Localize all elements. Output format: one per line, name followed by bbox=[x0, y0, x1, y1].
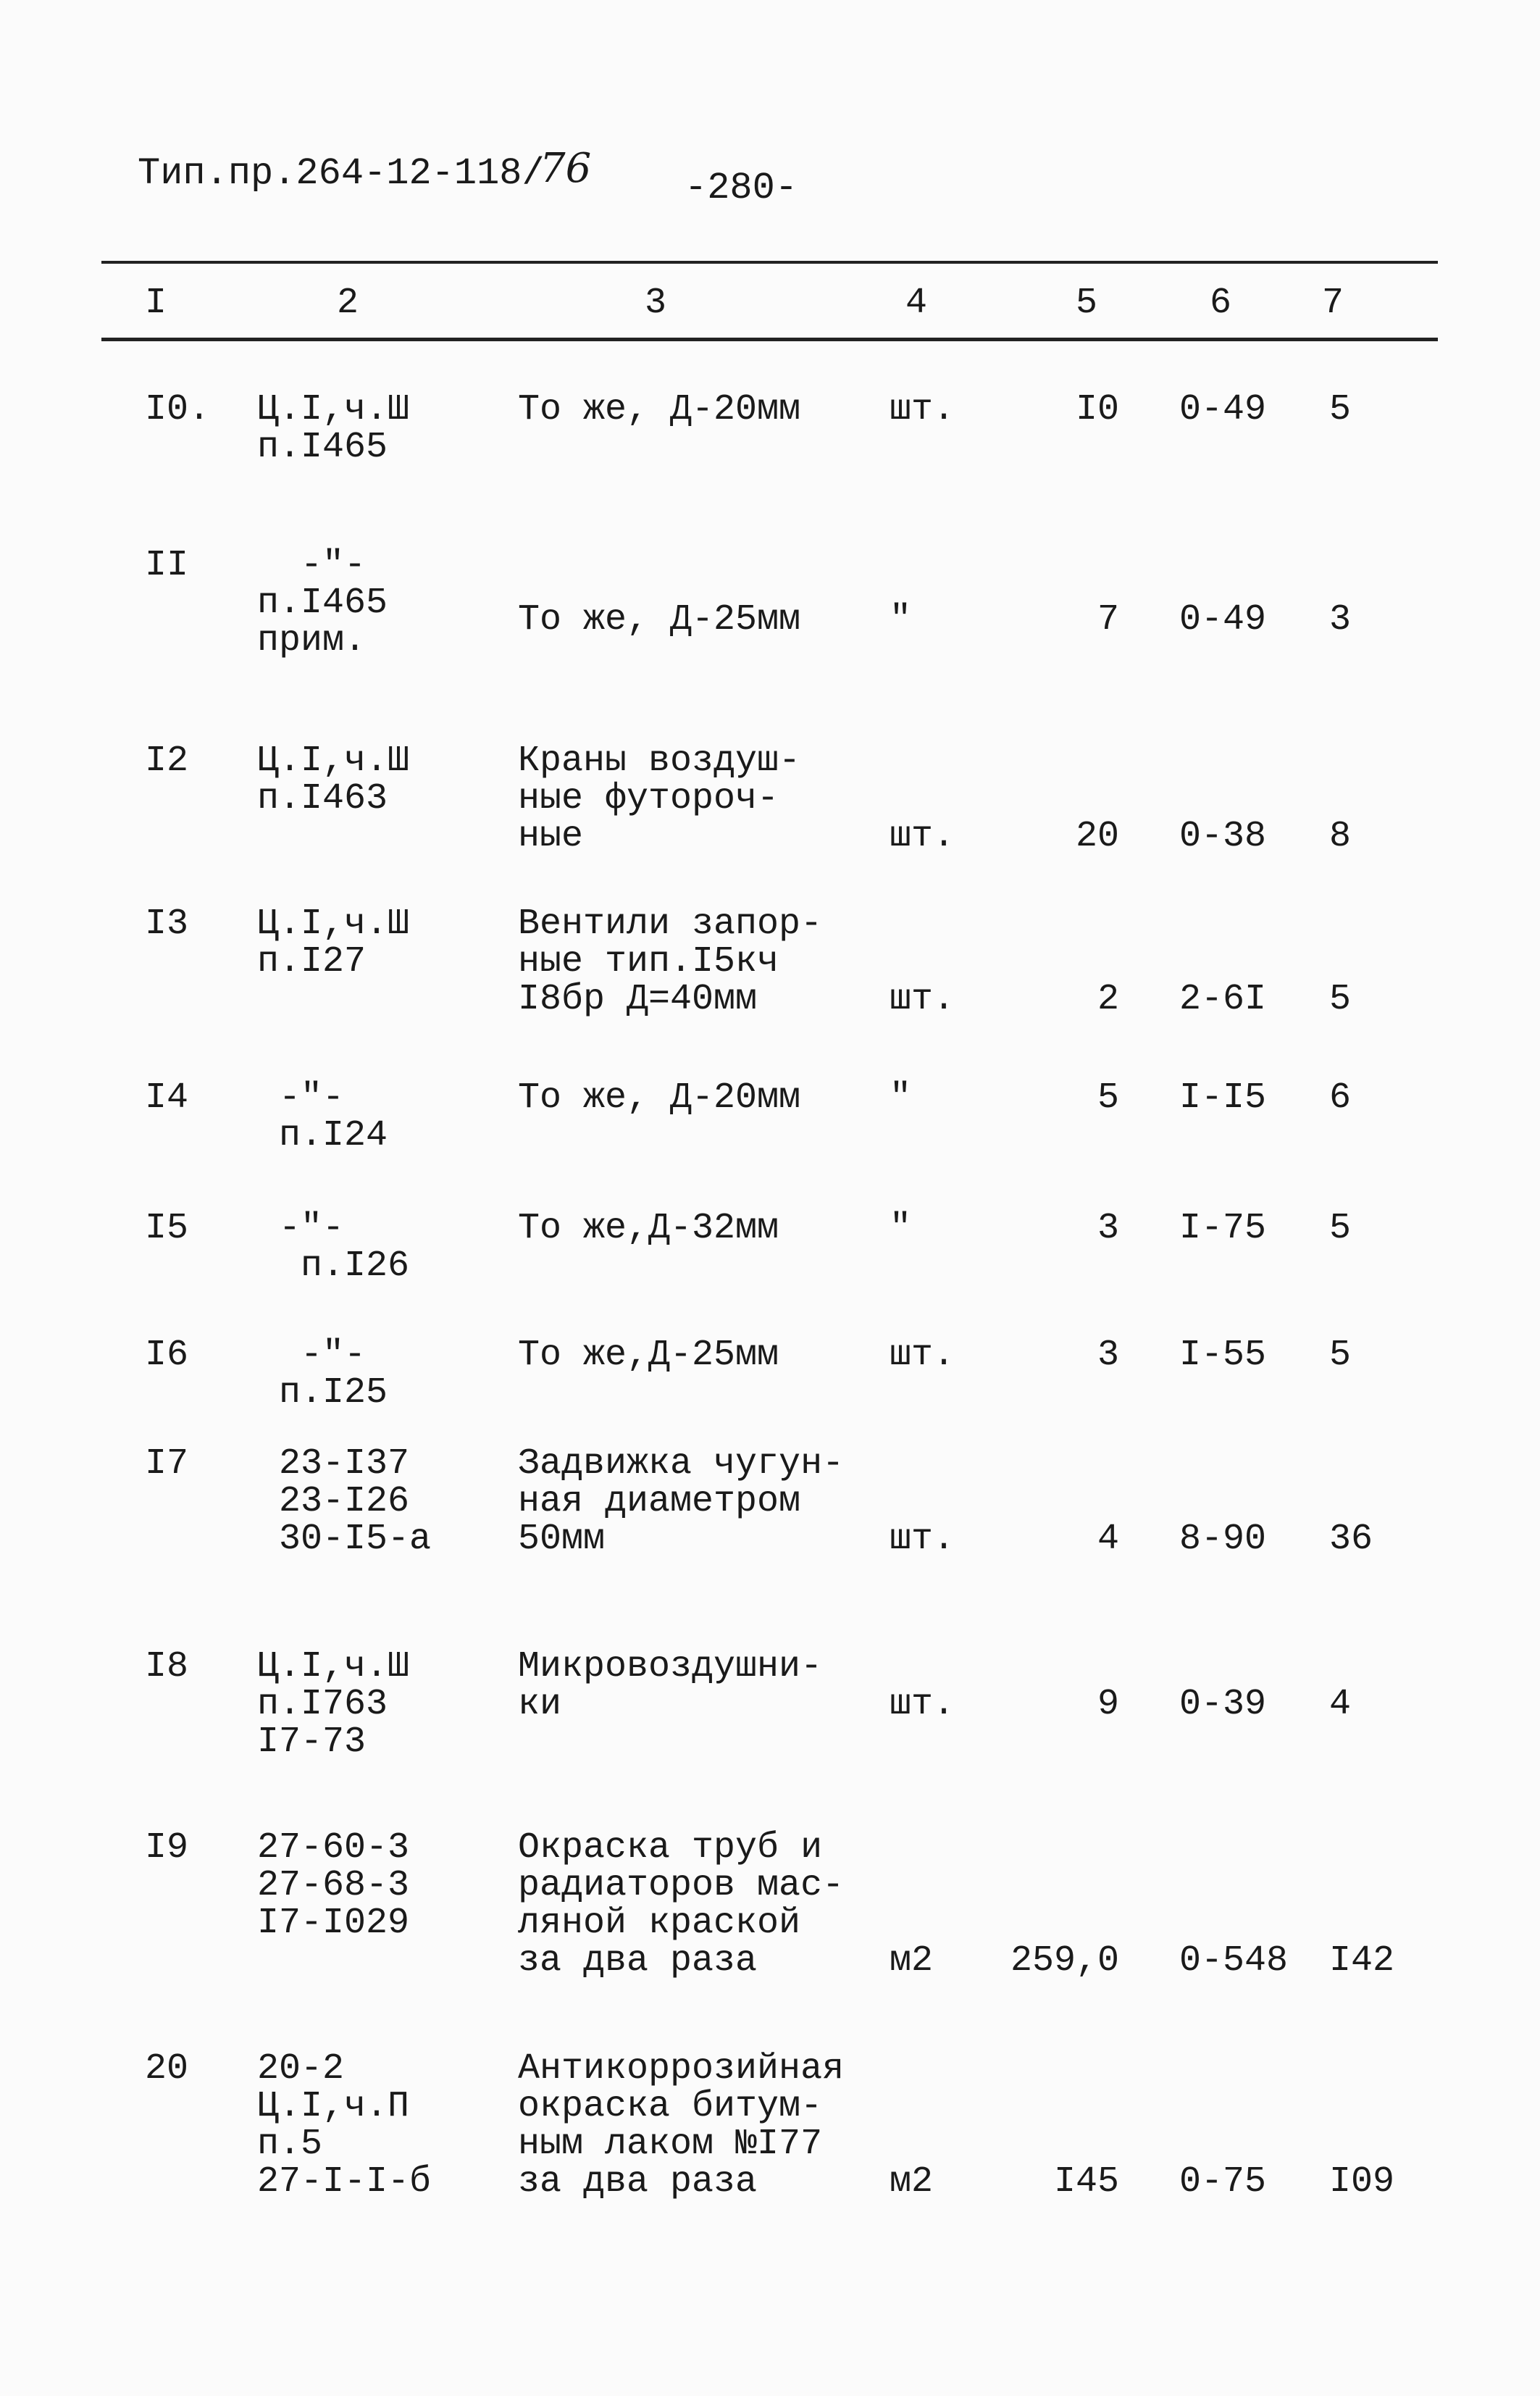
row-description: То же, Д-20мм bbox=[518, 1077, 801, 1119]
row-unit: шт. bbox=[890, 979, 955, 1020]
row-reference: 20-2 Ц.I,ч.П п.5 27-I-I-б bbox=[257, 2048, 432, 2203]
row-description: Микровоздушни- ки bbox=[518, 1646, 823, 1725]
row-total: 5 bbox=[1329, 979, 1352, 1020]
row-total: 5 bbox=[1329, 389, 1352, 430]
row-quantity: 259,0 bbox=[1010, 1940, 1119, 1982]
row-total: 3 bbox=[1329, 599, 1352, 640]
row-total: 36 bbox=[1329, 1519, 1373, 1560]
row-total: I09 bbox=[1329, 2161, 1395, 2203]
row-number: I2 bbox=[145, 740, 189, 782]
row-unit: шт. bbox=[890, 1335, 955, 1376]
column-header-4: 4 bbox=[905, 283, 928, 324]
row-reference: -"- п.I26 bbox=[279, 1208, 410, 1287]
row-total: 8 bbox=[1329, 816, 1352, 857]
column-header-2: 2 bbox=[337, 283, 359, 324]
row-total: 6 bbox=[1329, 1077, 1352, 1119]
row-description: То же, Д-25мм bbox=[518, 599, 801, 640]
row-unit: шт. bbox=[890, 1519, 955, 1560]
row-quantity: 4 bbox=[1097, 1519, 1119, 1560]
row-unit-price: 0-75 bbox=[1179, 2161, 1267, 2203]
row-unit-price: 0-49 bbox=[1179, 599, 1267, 640]
handwritten-note: 76 bbox=[540, 145, 592, 192]
row-quantity: I45 bbox=[1053, 2161, 1119, 2203]
row-quantity: 3 bbox=[1097, 1208, 1119, 1249]
row-quantity: 5 bbox=[1097, 1077, 1119, 1119]
row-description: Антикоррозийная окраска битум- ным лаком №I77 за два раза bbox=[518, 2048, 845, 2203]
row-quantity: 7 bbox=[1097, 599, 1119, 640]
row-unit: м2 bbox=[890, 2161, 934, 2203]
column-header-1: I bbox=[145, 283, 167, 324]
row-reference: Ц.I,ч.Ш п.I463 bbox=[257, 740, 410, 819]
row-reference: 27-60-3 27-68-3 I7-I029 bbox=[257, 1827, 410, 1944]
row-total: 4 bbox=[1329, 1684, 1352, 1725]
table-header-rule bbox=[101, 338, 1438, 341]
row-total: I42 bbox=[1329, 1940, 1395, 1982]
column-header-7: 7 bbox=[1322, 283, 1344, 324]
row-description: То же,Д-32мм bbox=[518, 1208, 779, 1249]
row-number: I6 bbox=[145, 1335, 189, 1376]
row-description: То же, Д-20мм bbox=[518, 389, 801, 430]
row-quantity: 9 bbox=[1097, 1684, 1119, 1725]
row-number: I3 bbox=[145, 903, 189, 945]
row-reference: -"- п.I25 bbox=[279, 1335, 388, 1414]
row-reference: 23-I37 23-I26 30-I5-а bbox=[279, 1443, 432, 1560]
row-reference: -"- п.I24 bbox=[279, 1077, 388, 1156]
row-unit-price: 0-49 bbox=[1179, 389, 1267, 430]
column-header-5: 5 bbox=[1076, 283, 1098, 324]
column-header-3: 3 bbox=[645, 283, 667, 324]
row-number: I5 bbox=[145, 1208, 189, 1249]
row-unit-price: I-75 bbox=[1179, 1208, 1267, 1249]
row-reference: -"- п.I465 прим. bbox=[257, 545, 388, 661]
document-code: Тип.пр.264-12-118/ bbox=[138, 152, 545, 195]
row-number: I0. bbox=[145, 389, 211, 430]
row-number: II bbox=[145, 545, 189, 586]
table-top-rule bbox=[101, 261, 1438, 264]
row-unit: шт. bbox=[890, 389, 955, 430]
row-unit-price: 8-90 bbox=[1179, 1519, 1267, 1560]
row-quantity: 3 bbox=[1097, 1335, 1119, 1376]
row-total: 5 bbox=[1329, 1208, 1352, 1249]
row-unit-price: 0-548 bbox=[1179, 1940, 1289, 1982]
row-quantity: 20 bbox=[1075, 816, 1119, 857]
row-number: I8 bbox=[145, 1646, 189, 1687]
row-unit-price: 2-6I bbox=[1179, 979, 1267, 1020]
row-description: То же,Д-25мм bbox=[518, 1335, 779, 1376]
row-number: I4 bbox=[145, 1077, 189, 1119]
row-unit-price: 0-39 bbox=[1179, 1684, 1267, 1725]
row-quantity: 2 bbox=[1097, 979, 1119, 1020]
row-description: Задвижка чугун- ная диаметром 50мм bbox=[518, 1443, 845, 1560]
row-description: Вентили запор- ные тип.I5кч I8бр Д=40мм bbox=[518, 903, 823, 1020]
row-unit: м2 bbox=[890, 1940, 934, 1982]
row-number: 20 bbox=[145, 2048, 189, 2090]
row-description: Краны воздуш- ные футороч- ные bbox=[518, 740, 801, 857]
row-unit: " bbox=[890, 1077, 912, 1119]
row-reference: Ц.I,ч.Ш п.I465 bbox=[257, 389, 410, 468]
row-quantity: I0 bbox=[1075, 389, 1119, 430]
row-reference: Ц.I,ч.Ш п.I27 bbox=[257, 903, 410, 982]
row-unit-price: I-55 bbox=[1179, 1335, 1267, 1376]
row-unit: шт. bbox=[890, 1684, 955, 1725]
page-number: -280- bbox=[685, 167, 798, 209]
row-unit-price: I-I5 bbox=[1179, 1077, 1267, 1119]
row-reference: Ц.I,ч.Ш п.I763 I7-73 bbox=[257, 1646, 410, 1763]
row-description: Окраска труб и радиаторов мас- ляной краской за два раза bbox=[518, 1827, 845, 1982]
column-header-6: 6 bbox=[1210, 283, 1232, 324]
row-number: I9 bbox=[145, 1827, 189, 1869]
row-unit-price: 0-38 bbox=[1179, 816, 1267, 857]
row-unit: " bbox=[890, 599, 912, 640]
row-unit: шт. bbox=[890, 816, 955, 857]
row-number: I7 bbox=[145, 1443, 189, 1485]
row-total: 5 bbox=[1329, 1335, 1352, 1376]
row-unit: " bbox=[890, 1208, 912, 1249]
